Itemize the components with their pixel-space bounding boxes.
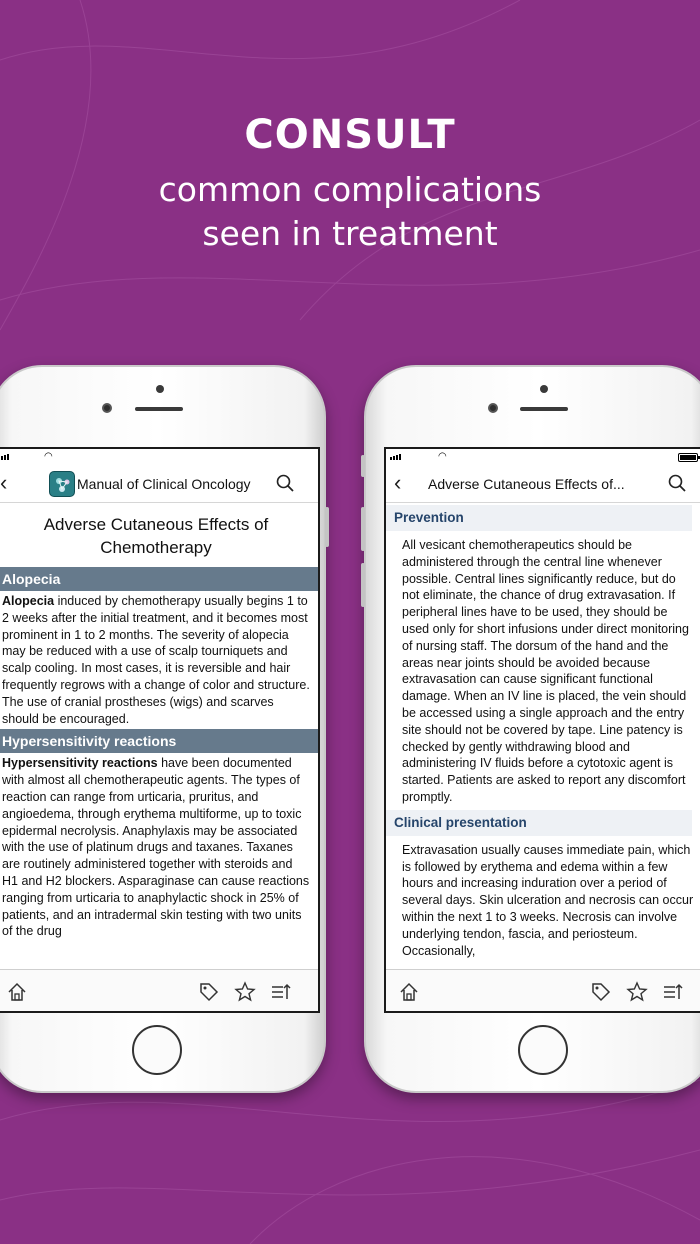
bottom-toolbar (386, 969, 700, 1011)
power-button (325, 507, 329, 547)
hero-title: CONSULT (244, 112, 456, 158)
app-logo-icon (49, 471, 75, 497)
tag-icon[interactable] (590, 981, 612, 1003)
section-heading-hypersensitivity[interactable]: Hypersensitivity reactions (0, 729, 318, 753)
camera-dot (156, 385, 164, 393)
hero-subtitle-line-1: common complications (158, 170, 542, 209)
wifi-icon: ◠ (44, 451, 53, 462)
right-phone-mockup (364, 365, 700, 1093)
outline-icon[interactable] (662, 981, 684, 1003)
front-camera (488, 403, 498, 413)
section-heading-clinical-presentation[interactable]: Clinical presentation (386, 810, 692, 836)
home-button[interactable] (518, 1025, 568, 1075)
star-icon[interactable] (234, 981, 256, 1003)
chevron-left-icon[interactable]: ‹ (0, 470, 8, 495)
home-button[interactable] (132, 1025, 182, 1075)
camera-dot (540, 385, 548, 393)
left-screen (0, 447, 320, 1013)
app-title: Manual of Clinical Oncology (77, 476, 251, 492)
volume-up-button (361, 507, 365, 551)
status-bar (0, 449, 318, 465)
document-title: Adverse Cutaneous Effects of Chemotherapy (43, 515, 269, 557)
lead-term: Alopecia (2, 594, 55, 608)
nav-bar (386, 465, 700, 503)
article-content (386, 505, 700, 969)
search-icon[interactable] (276, 474, 294, 492)
lead-term: Hypersensitivity reactions (2, 756, 158, 771)
status-bar (386, 449, 700, 465)
wifi-icon: ◠ (438, 451, 447, 462)
section-body-alopecia (0, 591, 318, 727)
tag-icon[interactable] (198, 981, 220, 1003)
mute-switch (361, 455, 365, 477)
home-icon[interactable] (398, 981, 420, 1003)
signal-icon (0, 454, 9, 460)
hero-subtitle-line-2: seen in treatment (202, 214, 498, 253)
section-body-clinical-presentation: Extravasation usually causes immediate pain, which is followed by erythema and edema within a few hours and increasing induration over a period of several days. Skin ulceration and necrosis can occur within the next 1 to 3 weeks. Necrosis can involve underlying tendon, fascia, and periosteum. Occasionally, (402, 842, 694, 958)
section-heading-prevention[interactable]: Prevention (386, 505, 692, 531)
star-icon[interactable] (626, 981, 648, 1003)
search-icon[interactable] (668, 474, 686, 492)
signal-icon (390, 454, 401, 460)
article-content (0, 505, 318, 969)
paragraph-text: induced by chemotherapy usually begins 1 to 2 weeks after the initial treatment, and it becomes most prominent in 1 to 2 months. The severity of alopecia may be reduced with a use of scalp tourniquets and scalp cooling. In most cases, it is reversible and hair frequently regrows with a change of color and structure. The use of cranial prostheses (wigs) and scarves should be encouraged. (2, 594, 310, 726)
chevron-left-icon[interactable]: ‹ (394, 470, 402, 495)
home-icon[interactable] (6, 981, 28, 1003)
outline-icon[interactable] (270, 981, 292, 1003)
nav-bar (0, 465, 318, 503)
earpiece-speaker (135, 407, 183, 411)
volume-down-button (361, 563, 365, 607)
earpiece-speaker (520, 407, 568, 411)
section-body-hypersensitivity (0, 753, 318, 940)
battery-icon (678, 453, 698, 462)
right-screen (384, 447, 700, 1013)
chapter-title: Adverse Cutaneous Effects of... (428, 476, 625, 492)
left-phone-mockup (0, 365, 326, 1093)
front-camera (102, 403, 112, 413)
paragraph-text: have been documented with almost all chemotherapeutic agents. The types of reaction can range from urticaria, pruritus, and angioedema, through erythema multiforme, up to toxic epidermal necrolysis. Anaphylaxis may be associated with the use of platinum drugs and taxanes. Taxanes are routinely administered together with steroids and H1 and H2 blockers. Asparaginase can cause reactions ranging from urticaria to anaphylactic shock in 25% of patients, and an intradermal skin testing with two units of the drug (2, 756, 310, 939)
bottom-toolbar (0, 969, 318, 1011)
section-heading-alopecia[interactable]: Alopecia (0, 567, 318, 591)
section-body-prevention: All vesicant chemotherapeutics should be administered through the central line whenever possible. Central lines significantly reduce, but do not eliminate, the chance of drug extravasation. If peripheral lines have to be used, they should be used only for short infusions under direct monitoring of nursing staff. The dorsum of the hand and the areas near joints should be avoided because extravasation can cause significant functional damage. When an IV line is placed, the vein should be accessed using a single approach and the entry site should not be covered by tape. Line patency is checked by gently withdrawing blood and administering IV fluids before a cytotoxic agent is started. Patients are asked to report any discomfort promptly. (402, 538, 689, 804)
